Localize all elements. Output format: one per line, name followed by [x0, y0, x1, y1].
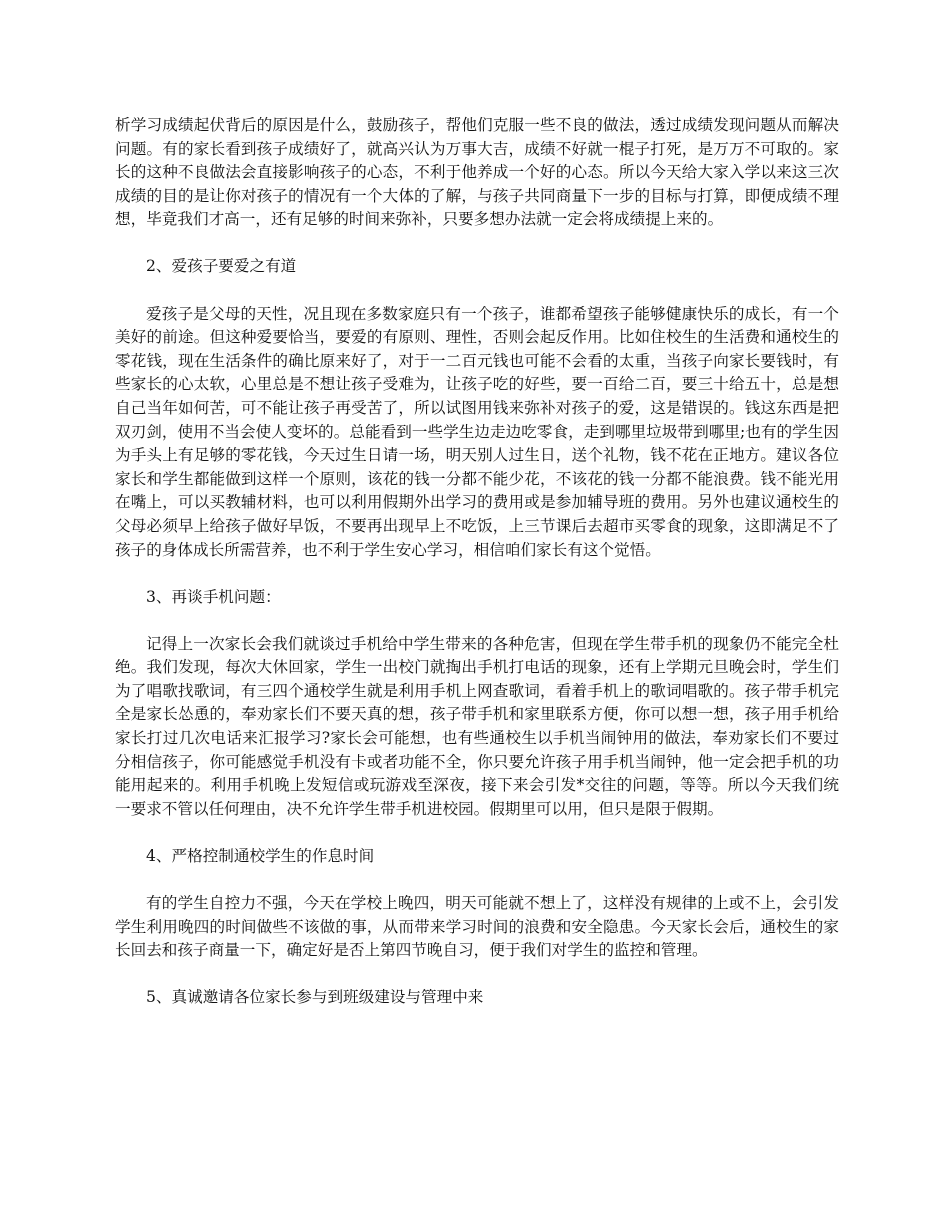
paragraph-body: 析学习成绩起伏背后的原因是什么，鼓励孩子，帮他们克服一些不良的做法，透过成绩发现问题从而解决问题。有的家长看到孩子成绩好了，就高兴认为万事大吉，成绩不好就一棍子打死，是万万不可取的。家长的这种不良做法会直接影响孩子的心态，不利于他养成一个好的心态。所以今天给大家入学以来这三次成绩的目的是让你对孩子的情况有一个大体的了解，与孩子共同商量下一步的目标与打算，即便成绩不理想，毕竟我们才高一，还有足够的时间来弥补，只要多想办法就一定会将成绩提上来的。	[115, 116, 839, 229]
paragraph-body: 记得上一次家长会我们就谈过手机给中学生带来的各种危害，但现在学生带手机的现象仍不能完全杜绝。我们发现，每次大休回家，学生一出校门就掏出手机打电话的现象，还有上学期元旦晚会时，学生们为了唱歌找歌词，有三四个通校学生就是利用手机上网查歌词，看着手机上的歌词唱歌的。孩子带手机完全是家长怂恿的，奉劝家长们不要天真的想，孩子带手机和家里联系方便，你可以想一想，孩子用手机给家长打过几次电话来汇报学习?家长会可能想，也有些通校生以手机当闹钟用的做法，奉劝家长们不要过分相信孩子，你可能感觉手机没有卡或者功能不全，你只要允许孩子用手机当闹钟，他一定会把手机的功能用起来的。利用手机晚上发短信或玩游戏至深夜，接下来会引发*交往的问题，等等。所以今天我们统一要求不管以任何理由，决不允许学生带手机进校园。假期里可以用，但只是限于假期。	[115, 634, 839, 818]
paragraph-body: 爱孩子是父母的天性，况且现在多数家庭只有一个孩子，谁都希望孩子能够健康快乐的成长，有一个美好的前途。但这种爱要恰当，要爱的有原则、理性，否则会起反作用。比如住校生的生活费和通校生的零花钱，现在生活条件的确比原来好了，对于一二百元钱也可能不会看的太重，当孩子向家长要钱时，有些家长的心太软，心里总是不想让孩子受难为，让孩子吃的好些，要一百给二百，要三十给五十，总是想自己当年如何苦，可不能让孩子再受苦了，所以试图用钱来弥补对孩子的爱，这是错误的。钱这东西是把双刃剑，使用不当会使人变坏的。总能看到一些学生边走边吃零食，走到哪里垃圾带到哪里;也有的学生因为手头上有足够的零花钱，今天过生日请一场，明天别人过生日，送个礼物，钱不花在正地方。建议各位家长和学生都能做到这样一个原则，该花的钱一分都不能少花，不该花的钱一分都不能浪费。钱不能光用在嘴上，可以买教辅材料，也可以利用假期外出学习的费用或是参加辅导班的费用。另外也建议通校生的父母必须早上给孩子做好早饭，不要再出现早上不吃饭，上三节课后去超市买零食的现象，这即满足不了孩子的身体成长所需营养，也不利于学生安心学习，相信咱们家长有这个觉悟。	[115, 304, 839, 559]
section-heading: 5、真诚邀请各位家长参与到班级建设与管理中来	[146, 988, 484, 1007]
paragraph-body: 有的学生自控力不强，今天在学校上晚四，明天可能就不想上了，这样没有规律的上或不上，会引发学生利用晚四的时间做些不该做的事，从而带来学习时间的浪费和安全隐患。今天家长会后，通校生的家长回去和孩子商量一下，确定好是否上第四节晚自习，便于我们对学生的监控和管理。	[115, 894, 839, 960]
document-page	[115, 114, 839, 1033]
section-heading: 3、再谈手机问题：	[146, 587, 281, 606]
section-heading: 2、爱孩子要爱之有道	[146, 257, 297, 276]
section-heading: 4、严格控制通校学生的作息时间	[146, 846, 375, 865]
